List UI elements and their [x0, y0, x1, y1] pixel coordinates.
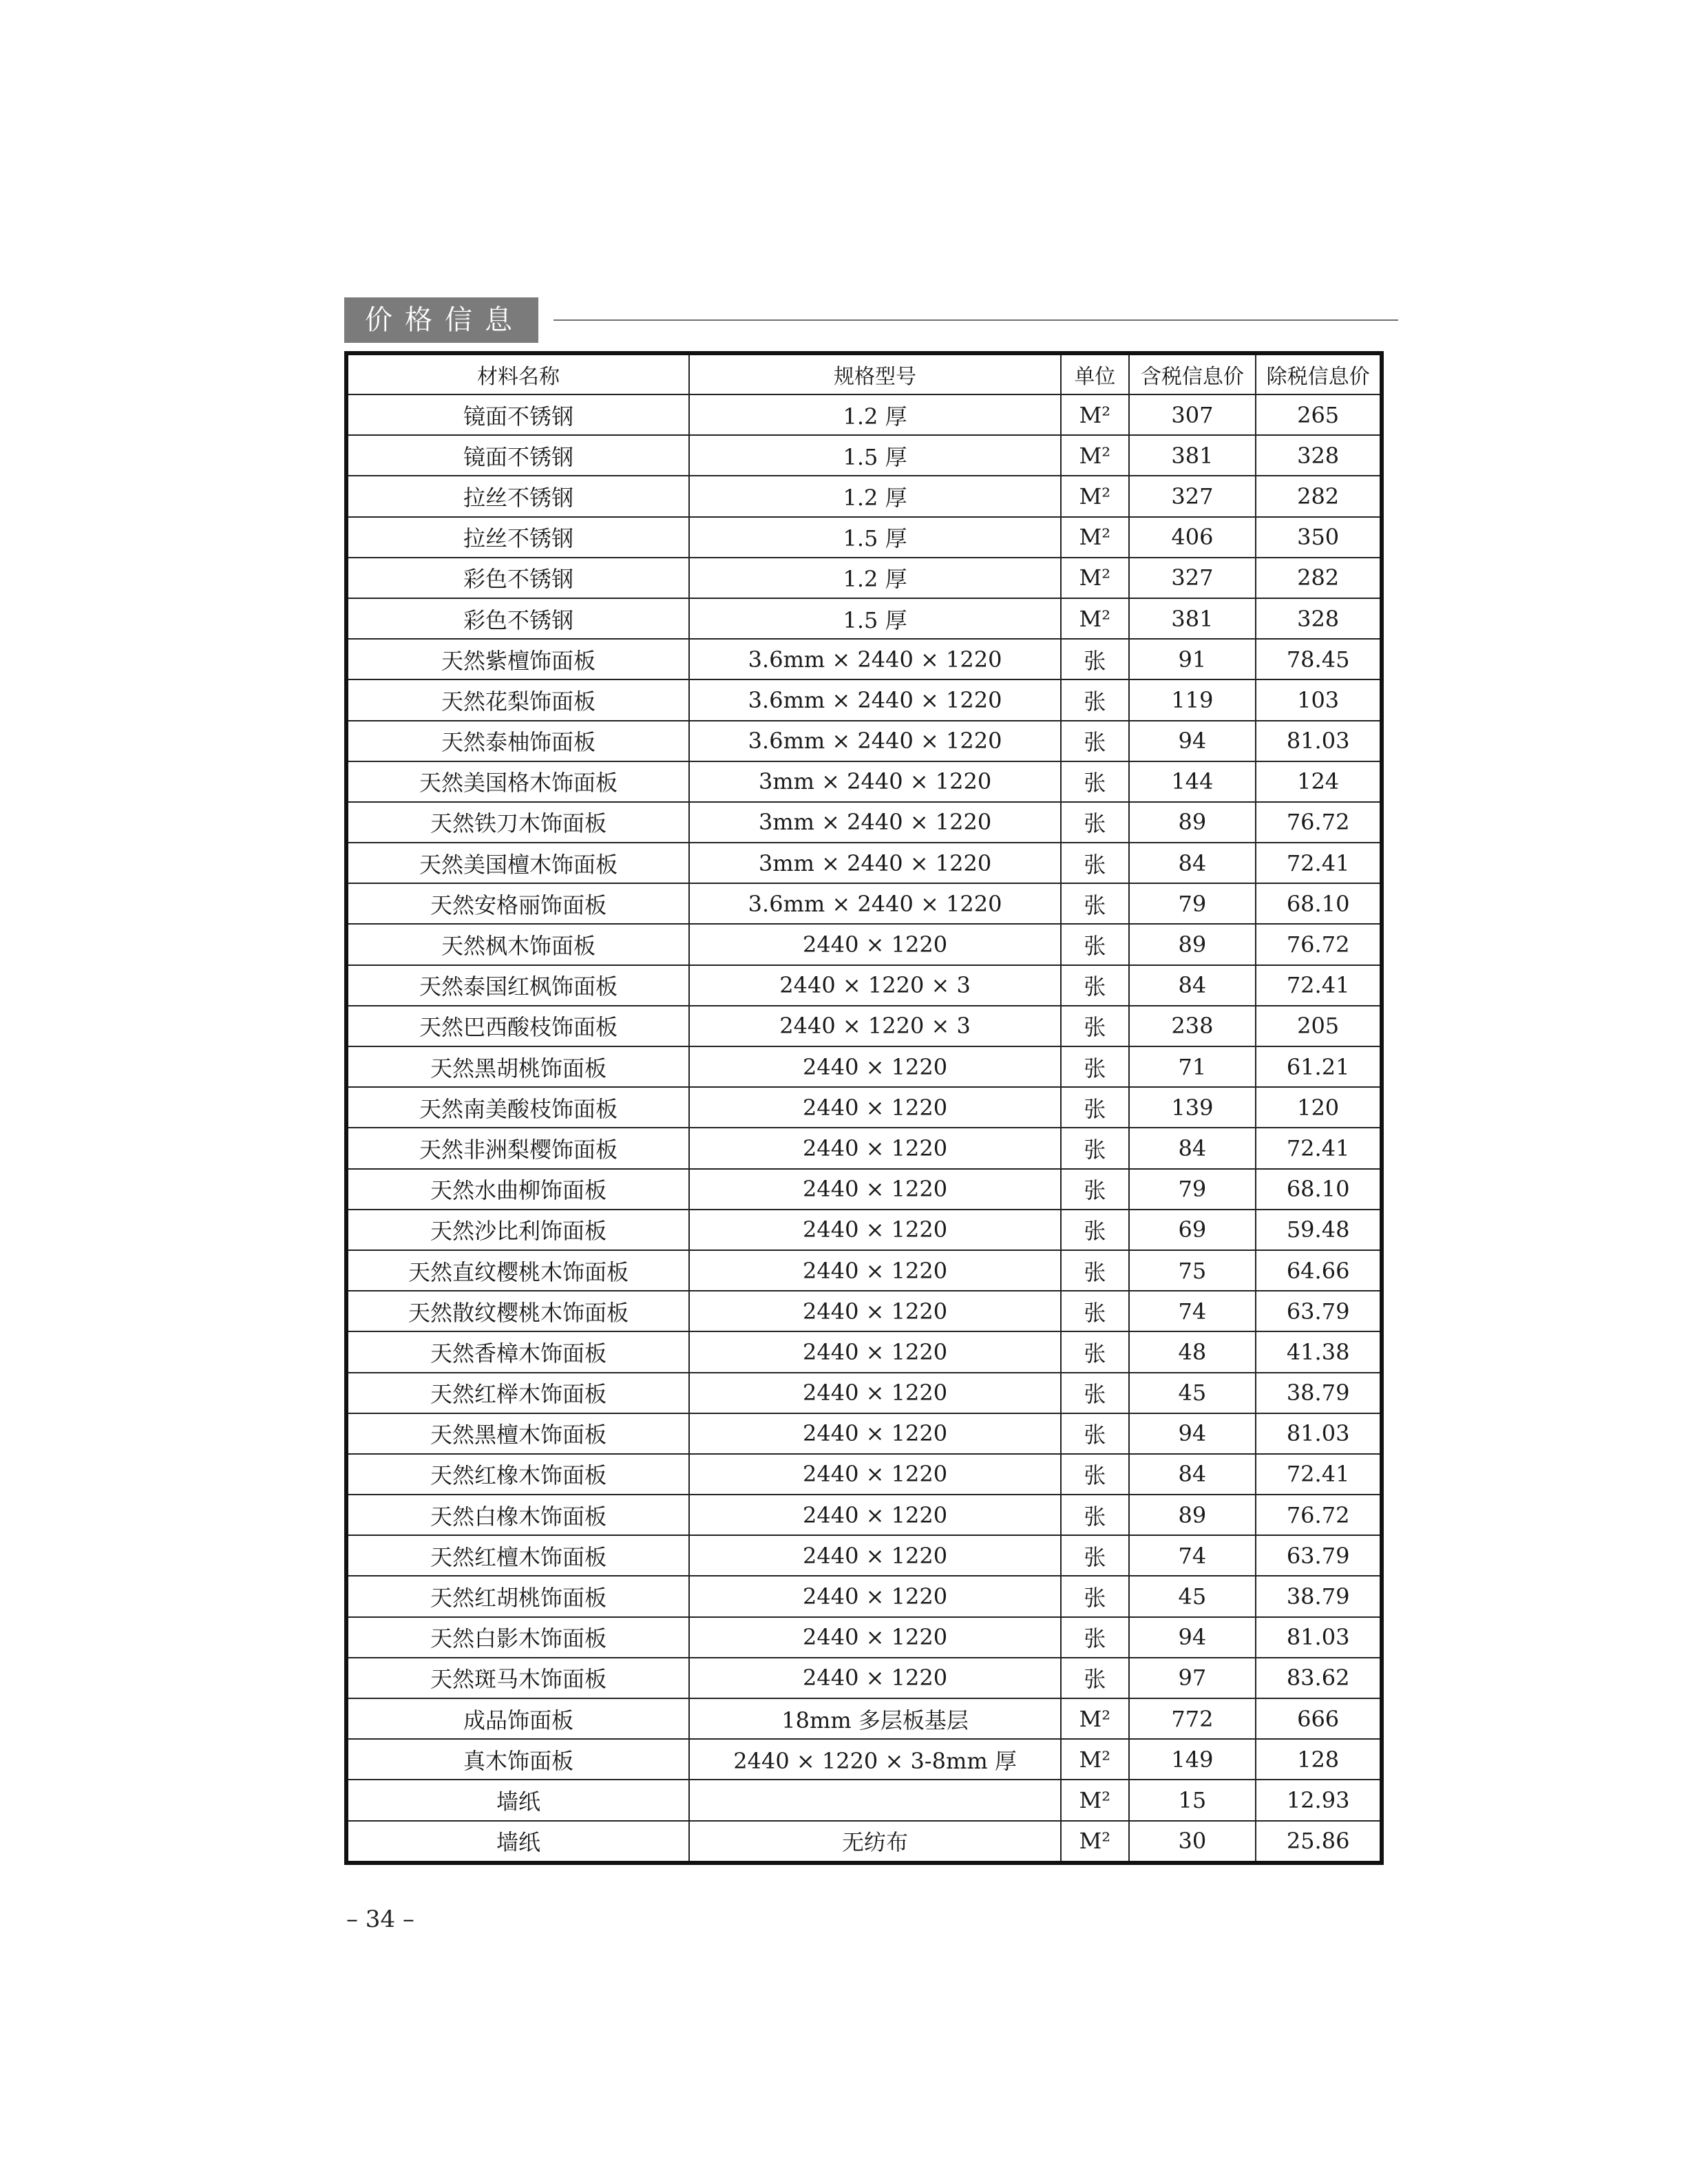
spec-cell: 2440 × 1220	[689, 924, 1061, 964]
table-row	[346, 1698, 1382, 1739]
material-name-cell: 墙纸	[346, 1780, 689, 1820]
unit-cell: 张	[1061, 761, 1128, 802]
spec-cell: 2440 × 1220	[689, 1291, 1061, 1331]
price-notax-cell: 38.79	[1256, 1373, 1382, 1413]
table-row	[346, 1658, 1382, 1698]
price-notax-cell: 72.41	[1256, 843, 1382, 883]
table-row	[346, 517, 1382, 558]
price-notax-cell: 282	[1256, 476, 1382, 516]
price-tax-cell: 75	[1129, 1250, 1256, 1291]
price-notax-cell: 205	[1256, 1006, 1382, 1046]
price-notax-cell: 72.41	[1256, 1128, 1382, 1168]
price-tax-cell: 79	[1129, 1169, 1256, 1210]
table-row	[346, 843, 1382, 883]
price-table	[344, 351, 1384, 1865]
unit-cell: M²	[1061, 1739, 1128, 1780]
unit-cell: 张	[1061, 1046, 1128, 1087]
spec-cell: 2440 × 1220	[689, 1128, 1061, 1168]
unit-cell: M²	[1061, 558, 1128, 598]
price-tax-cell: 94	[1129, 1617, 1256, 1658]
unit-cell: 张	[1061, 1006, 1128, 1046]
unit-cell: 张	[1061, 1454, 1128, 1495]
material-name-cell: 拉丝不锈钢	[346, 517, 689, 558]
material-name-cell: 成品饰面板	[346, 1698, 689, 1739]
unit-cell: 张	[1061, 843, 1128, 883]
material-name-cell: 天然红榉木饰面板	[346, 1373, 689, 1413]
table-row	[346, 1087, 1382, 1128]
table-row	[346, 558, 1382, 598]
price-tax-cell: 69	[1129, 1210, 1256, 1250]
table-row	[346, 761, 1382, 802]
price-notax-cell: 61.21	[1256, 1046, 1382, 1087]
price-notax-cell: 64.66	[1256, 1250, 1382, 1291]
column-header-price-notax: 除税信息价	[1256, 353, 1382, 394]
material-name-cell: 天然沙比利饰面板	[346, 1210, 689, 1250]
price-tax-cell: 91	[1129, 639, 1256, 679]
unit-cell: 张	[1061, 1331, 1128, 1372]
unit-cell: M²	[1061, 1698, 1128, 1739]
price-tax-cell: 89	[1129, 802, 1256, 843]
table-row	[346, 1495, 1382, 1535]
unit-cell: M²	[1061, 1821, 1128, 1863]
price-notax-cell: 76.72	[1256, 924, 1382, 964]
price-notax-cell: 666	[1256, 1698, 1382, 1739]
price-notax-cell: 265	[1256, 394, 1382, 435]
table-row	[346, 1821, 1382, 1863]
material-name-cell: 墙纸	[346, 1821, 689, 1863]
unit-cell: 张	[1061, 679, 1128, 720]
price-tax-cell: 84	[1129, 965, 1256, 1006]
spec-cell: 2440 × 1220	[689, 1535, 1061, 1576]
spec-cell: 2440 × 1220	[689, 1658, 1061, 1698]
price-notax-cell: 120	[1256, 1087, 1382, 1128]
price-notax-cell: 128	[1256, 1739, 1382, 1780]
price-tax-cell: 406	[1129, 517, 1256, 558]
price-tax-cell: 327	[1129, 476, 1256, 516]
price-notax-cell: 25.86	[1256, 1821, 1382, 1863]
price-tax-cell: 381	[1129, 598, 1256, 639]
spec-cell: 2440 × 1220	[689, 1046, 1061, 1087]
price-notax-cell: 76.72	[1256, 1495, 1382, 1535]
price-tax-cell: 89	[1129, 1495, 1256, 1535]
price-tax-cell: 94	[1129, 721, 1256, 761]
price-notax-cell: 328	[1256, 598, 1382, 639]
material-name-cell: 天然花梨饰面板	[346, 679, 689, 720]
table-row	[346, 1780, 1382, 1820]
price-notax-cell: 81.03	[1256, 721, 1382, 761]
price-tax-cell: 15	[1129, 1780, 1256, 1820]
price-notax-cell: 38.79	[1256, 1576, 1382, 1616]
unit-cell: 张	[1061, 965, 1128, 1006]
header-divider	[553, 319, 1398, 321]
section-title: 价格信息	[344, 297, 538, 343]
unit-cell: 张	[1061, 1087, 1128, 1128]
unit-cell: 张	[1061, 1576, 1128, 1616]
spec-cell: 1.2 厚	[689, 394, 1061, 435]
spec-cell: 无纺布	[689, 1821, 1061, 1863]
table-row	[346, 1373, 1382, 1413]
material-name-cell: 天然泰国红枫饰面板	[346, 965, 689, 1006]
price-notax-cell: 81.03	[1256, 1617, 1382, 1658]
price-tax-cell: 327	[1129, 558, 1256, 598]
material-name-cell: 天然南美酸枝饰面板	[346, 1087, 689, 1128]
column-header-unit: 单位	[1061, 353, 1128, 394]
spec-cell: 2440 × 1220	[689, 1576, 1061, 1616]
table-row	[346, 721, 1382, 761]
table-row	[346, 598, 1382, 639]
table-row	[346, 1169, 1382, 1210]
price-tax-cell: 48	[1129, 1331, 1256, 1372]
unit-cell: 张	[1061, 1373, 1128, 1413]
price-tax-cell: 97	[1129, 1658, 1256, 1698]
unit-cell: M²	[1061, 517, 1128, 558]
price-notax-cell: 59.48	[1256, 1210, 1382, 1250]
spec-cell: 3.6mm × 2440 × 1220	[689, 883, 1061, 924]
unit-cell: 张	[1061, 639, 1128, 679]
unit-cell: 张	[1061, 802, 1128, 843]
price-notax-cell: 68.10	[1256, 1169, 1382, 1210]
table-row	[346, 1046, 1382, 1087]
spec-cell: 1.5 厚	[689, 598, 1061, 639]
material-name-cell: 真木饰面板	[346, 1739, 689, 1780]
unit-cell: M²	[1061, 476, 1128, 516]
price-tax-cell: 139	[1129, 1087, 1256, 1128]
price-notax-cell: 76.72	[1256, 802, 1382, 843]
spec-cell: 1.5 厚	[689, 435, 1061, 476]
unit-cell: 张	[1061, 1250, 1128, 1291]
material-name-cell: 天然安格丽饰面板	[346, 883, 689, 924]
table-row	[346, 924, 1382, 964]
spec-cell: 2440 × 1220	[689, 1413, 1061, 1454]
spec-cell: 2440 × 1220	[689, 1210, 1061, 1250]
table-row	[346, 639, 1382, 679]
unit-cell: M²	[1061, 394, 1128, 435]
material-name-cell: 拉丝不锈钢	[346, 476, 689, 516]
price-tax-cell: 119	[1129, 679, 1256, 720]
unit-cell: 张	[1061, 1535, 1128, 1576]
spec-cell	[689, 1780, 1061, 1820]
material-name-cell: 天然白橡木饰面板	[346, 1495, 689, 1535]
unit-cell: 张	[1061, 1210, 1128, 1250]
table-row	[346, 1128, 1382, 1168]
price-tax-cell: 772	[1129, 1698, 1256, 1739]
unit-cell: M²	[1061, 435, 1128, 476]
material-name-cell: 镜面不锈钢	[346, 394, 689, 435]
material-name-cell: 天然美国格木饰面板	[346, 761, 689, 802]
price-tax-cell: 45	[1129, 1576, 1256, 1616]
table-row	[346, 1535, 1382, 1576]
price-tax-cell: 84	[1129, 1454, 1256, 1495]
table-row	[346, 883, 1382, 924]
spec-cell: 2440 × 1220 × 3	[689, 965, 1061, 1006]
table-header-row	[346, 353, 1382, 394]
unit-cell: 张	[1061, 1291, 1128, 1331]
spec-cell: 2440 × 1220	[689, 1087, 1061, 1128]
price-notax-cell: 103	[1256, 679, 1382, 720]
price-notax-cell: 282	[1256, 558, 1382, 598]
price-notax-cell: 72.41	[1256, 1454, 1382, 1495]
price-notax-cell: 81.03	[1256, 1413, 1382, 1454]
unit-cell: 张	[1061, 1495, 1128, 1535]
price-tax-cell: 94	[1129, 1413, 1256, 1454]
material-name-cell: 天然铁刀木饰面板	[346, 802, 689, 843]
price-tax-cell: 45	[1129, 1373, 1256, 1413]
spec-cell: 3mm × 2440 × 1220	[689, 843, 1061, 883]
table-row	[346, 1291, 1382, 1331]
table-row	[346, 1006, 1382, 1046]
price-notax-cell: 78.45	[1256, 639, 1382, 679]
material-name-cell: 天然香樟木饰面板	[346, 1331, 689, 1372]
unit-cell: 张	[1061, 1413, 1128, 1454]
unit-cell: M²	[1061, 1780, 1128, 1820]
table-row	[346, 1250, 1382, 1291]
spec-cell: 2440 × 1220	[689, 1454, 1061, 1495]
price-tax-cell: 79	[1129, 883, 1256, 924]
price-tax-cell: 307	[1129, 394, 1256, 435]
price-notax-cell: 63.79	[1256, 1535, 1382, 1576]
price-notax-cell: 41.38	[1256, 1331, 1382, 1372]
price-tax-cell: 30	[1129, 1821, 1256, 1863]
column-header-spec: 规格型号	[689, 353, 1061, 394]
spec-cell: 2440 × 1220	[689, 1373, 1061, 1413]
price-tax-cell: 74	[1129, 1291, 1256, 1331]
price-notax-cell: 350	[1256, 517, 1382, 558]
spec-cell: 3mm × 2440 × 1220	[689, 802, 1061, 843]
material-name-cell: 天然紫檀饰面板	[346, 639, 689, 679]
price-tax-cell: 238	[1129, 1006, 1256, 1046]
price-tax-cell: 71	[1129, 1046, 1256, 1087]
price-tax-cell: 89	[1129, 924, 1256, 964]
material-name-cell: 天然黑胡桃饰面板	[346, 1046, 689, 1087]
table-row	[346, 802, 1382, 843]
material-name-cell: 天然泰柚饰面板	[346, 721, 689, 761]
table-row	[346, 1617, 1382, 1658]
material-name-cell: 天然枫木饰面板	[346, 924, 689, 964]
spec-cell: 3.6mm × 2440 × 1220	[689, 721, 1061, 761]
spec-cell: 2440 × 1220	[689, 1617, 1061, 1658]
price-tax-cell: 74	[1129, 1535, 1256, 1576]
price-notax-cell: 328	[1256, 435, 1382, 476]
unit-cell: 张	[1061, 1658, 1128, 1698]
unit-cell: 张	[1061, 883, 1128, 924]
unit-cell: 张	[1061, 1617, 1128, 1658]
price-notax-cell: 72.41	[1256, 965, 1382, 1006]
page-number: – 34 –	[346, 1906, 414, 1933]
price-notax-cell: 83.62	[1256, 1658, 1382, 1698]
table-row	[346, 965, 1382, 1006]
material-name-cell: 天然白影木饰面板	[346, 1617, 689, 1658]
table-row	[346, 1576, 1382, 1616]
spec-cell: 18mm 多层板基层	[689, 1698, 1061, 1739]
table-row	[346, 1331, 1382, 1372]
column-header-name: 材料名称	[346, 353, 689, 394]
price-notax-cell: 68.10	[1256, 883, 1382, 924]
price-notax-cell: 63.79	[1256, 1291, 1382, 1331]
table-row	[346, 1210, 1382, 1250]
spec-cell: 3mm × 2440 × 1220	[689, 761, 1061, 802]
material-name-cell: 天然黑檀木饰面板	[346, 1413, 689, 1454]
unit-cell: 张	[1061, 1169, 1128, 1210]
price-tax-cell: 144	[1129, 761, 1256, 802]
price-notax-cell: 124	[1256, 761, 1382, 802]
material-name-cell: 天然红胡桃饰面板	[346, 1576, 689, 1616]
price-tax-cell: 84	[1129, 843, 1256, 883]
spec-cell: 1.2 厚	[689, 558, 1061, 598]
material-name-cell: 天然斑马木饰面板	[346, 1658, 689, 1698]
unit-cell: M²	[1061, 598, 1128, 639]
material-name-cell: 天然巴西酸枝饰面板	[346, 1006, 689, 1046]
table-row	[346, 435, 1382, 476]
price-tax-cell: 84	[1129, 1128, 1256, 1168]
unit-cell: 张	[1061, 924, 1128, 964]
spec-cell: 2440 × 1220 × 3	[689, 1006, 1061, 1046]
material-name-cell: 天然红橡木饰面板	[346, 1454, 689, 1495]
table-row	[346, 394, 1382, 435]
price-tax-cell: 149	[1129, 1739, 1256, 1780]
table-row	[346, 1454, 1382, 1495]
spec-cell: 2440 × 1220	[689, 1495, 1061, 1535]
spec-cell: 2440 × 1220	[689, 1250, 1061, 1291]
table-row	[346, 476, 1382, 516]
table-body	[346, 394, 1382, 1863]
material-name-cell: 彩色不锈钢	[346, 598, 689, 639]
spec-cell: 3.6mm × 2440 × 1220	[689, 639, 1061, 679]
unit-cell: 张	[1061, 1128, 1128, 1168]
spec-cell: 3.6mm × 2440 × 1220	[689, 679, 1061, 720]
material-name-cell: 天然美国檀木饰面板	[346, 843, 689, 883]
table-row	[346, 1413, 1382, 1454]
material-name-cell: 天然非洲梨樱饰面板	[346, 1128, 689, 1168]
column-header-price-tax: 含税信息价	[1129, 353, 1256, 394]
table-row	[346, 679, 1382, 720]
material-name-cell: 天然直纹樱桃木饰面板	[346, 1250, 689, 1291]
material-name-cell: 天然红檀木饰面板	[346, 1535, 689, 1576]
unit-cell: 张	[1061, 721, 1128, 761]
spec-cell: 2440 × 1220	[689, 1169, 1061, 1210]
table-row	[346, 1739, 1382, 1780]
spec-cell: 1.2 厚	[689, 476, 1061, 516]
material-name-cell: 天然水曲柳饰面板	[346, 1169, 689, 1210]
material-name-cell: 镜面不锈钢	[346, 435, 689, 476]
price-tax-cell: 381	[1129, 435, 1256, 476]
spec-cell: 1.5 厚	[689, 517, 1061, 558]
spec-cell: 2440 × 1220	[689, 1331, 1061, 1372]
material-name-cell: 彩色不锈钢	[346, 558, 689, 598]
price-notax-cell: 12.93	[1256, 1780, 1382, 1820]
material-name-cell: 天然散纹樱桃木饰面板	[346, 1291, 689, 1331]
spec-cell: 2440 × 1220 × 3-8mm 厚	[689, 1739, 1061, 1780]
